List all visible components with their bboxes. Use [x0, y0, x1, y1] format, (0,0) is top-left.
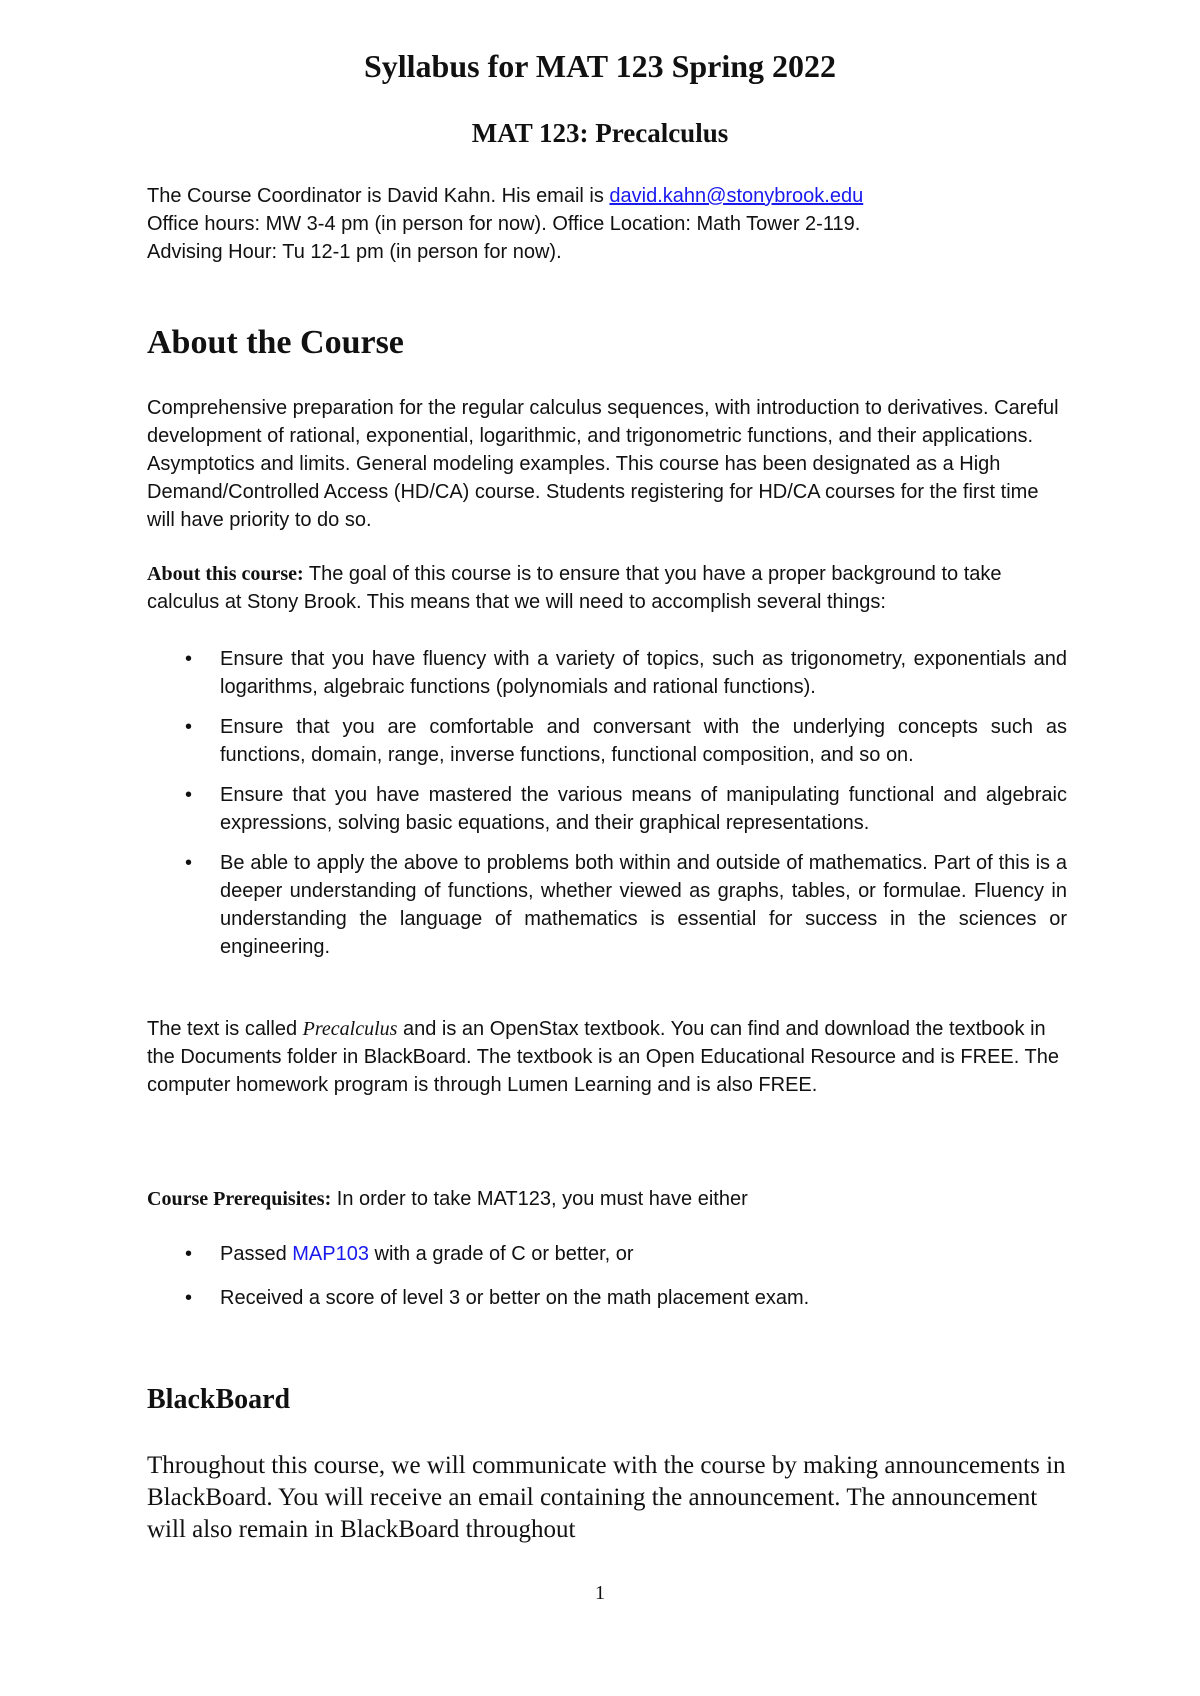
list-item	[147, 1240, 1067, 1268]
map103-link[interactable]: MAP103	[292, 1243, 369, 1265]
list-item	[147, 1284, 1067, 1312]
goal-text: Ensure that you are comfortable and conversant with the underlying concepts such as functions, domain, range, inverse functions, functional composition, and so on.	[220, 716, 1067, 766]
document-title: Syllabus for MAT 123 Spring 2022	[363, 48, 837, 84]
coordinator-text: The Course Coordinator is David Kahn. His email is	[147, 185, 610, 207]
textbook-title: Precalculus	[302, 1018, 398, 1040]
goal-text: Be able to apply the above to problems both within and outside of mathematics. Part of this is a deeper understanding of functions, whether viewed as graphs, tables, or formulae. Fluency in understanding the language of mathematics is essential for success in the sciences or engineering.	[220, 852, 1067, 958]
prerequisites-list	[147, 1240, 1067, 1328]
course-title: MAT 123: Precalculus	[471, 118, 729, 148]
bullet-icon: •	[185, 1243, 193, 1265]
textbook-intro: The text is called	[147, 1018, 303, 1040]
list-item	[147, 645, 1067, 701]
coordinator-line	[147, 182, 1067, 210]
bullet-icon: •	[185, 716, 193, 738]
goal-text: Ensure that you have fluency with a variety of topics, such as trigonometry, exponentials and logarithms, algebraic functions (polynomials and rational functions).	[220, 648, 1067, 698]
bullet-icon: •	[185, 648, 193, 670]
office-hours-line: Office hours: MW 3-4 pm (in person for now). Office Location: Math Tower 2-119.	[147, 213, 861, 235]
bullet-icon: •	[185, 784, 193, 806]
prereq-1-after: with a grade of C or better, or	[368, 1243, 634, 1265]
contact-info	[147, 182, 1067, 266]
list-item	[147, 781, 1067, 837]
goal-text: Ensure that you have mastered the various means of manipulating functional and algebraic expressions, solving basic equations, and their graphical representations.	[220, 784, 1067, 834]
prereq-2-text: Received a score of level 3 or better on the math placement exam.	[220, 1287, 810, 1309]
textbook-details: and is an OpenStax textbook. You can find and download the textbook in the Documents folder in BlackBoard. The textbook is an Open Educational Resource and is FREE. The computer homework program is through Lumen Learning and is also FREE.	[147, 1018, 1059, 1096]
list-item	[147, 849, 1067, 961]
about-heading: About the Course	[147, 324, 404, 361]
blackboard-paragraph: Throughout this course, we will communicate with the course by making announcements in BlackBoard. You will receive an email containing the announcement. The announcement will also remain in BlackBoard throughout	[147, 1452, 1066, 1543]
page-number: 1	[595, 1582, 605, 1604]
advising-hour-line: Advising Hour: Tu 12-1 pm (in person for now).	[147, 241, 562, 263]
about-this-course-text: The goal of this course is to ensure that you have a proper background to take calculus at Stony Brook. This means that we will need to accomplish several things:	[147, 563, 1002, 613]
bullet-icon: •	[185, 852, 193, 874]
textbook-paragraph	[147, 1015, 1067, 1099]
prerequisites-text: In order to take MAT123, you must have either	[331, 1188, 748, 1210]
blackboard-heading: BlackBoard	[147, 1384, 291, 1415]
prerequisites-label: Course Prerequisites:	[147, 1188, 332, 1210]
about-this-course-label: About this course:	[147, 563, 304, 585]
prerequisites-paragraph	[147, 1185, 1067, 1213]
coordinator-email-link[interactable]: david.kahn@stonybrook.edu	[609, 185, 864, 207]
course-description: Comprehensive preparation for the regular calculus sequences, with introduction to derivatives. Careful development of rational, exponential, logarithmic, and trigonometric functions, and their applications. Asymptotics and limits. General modeling examples. This course has been designated as a High Demand/Controlled Access (HD/CA) course. Students registering for HD/CA courses for the first time will have priority to do so.	[147, 397, 1059, 531]
goals-list	[147, 645, 1067, 973]
prereq-1-before: Passed	[220, 1243, 293, 1265]
bullet-icon: •	[185, 1287, 193, 1309]
about-this-course-paragraph	[147, 560, 1067, 616]
list-item	[147, 713, 1067, 769]
